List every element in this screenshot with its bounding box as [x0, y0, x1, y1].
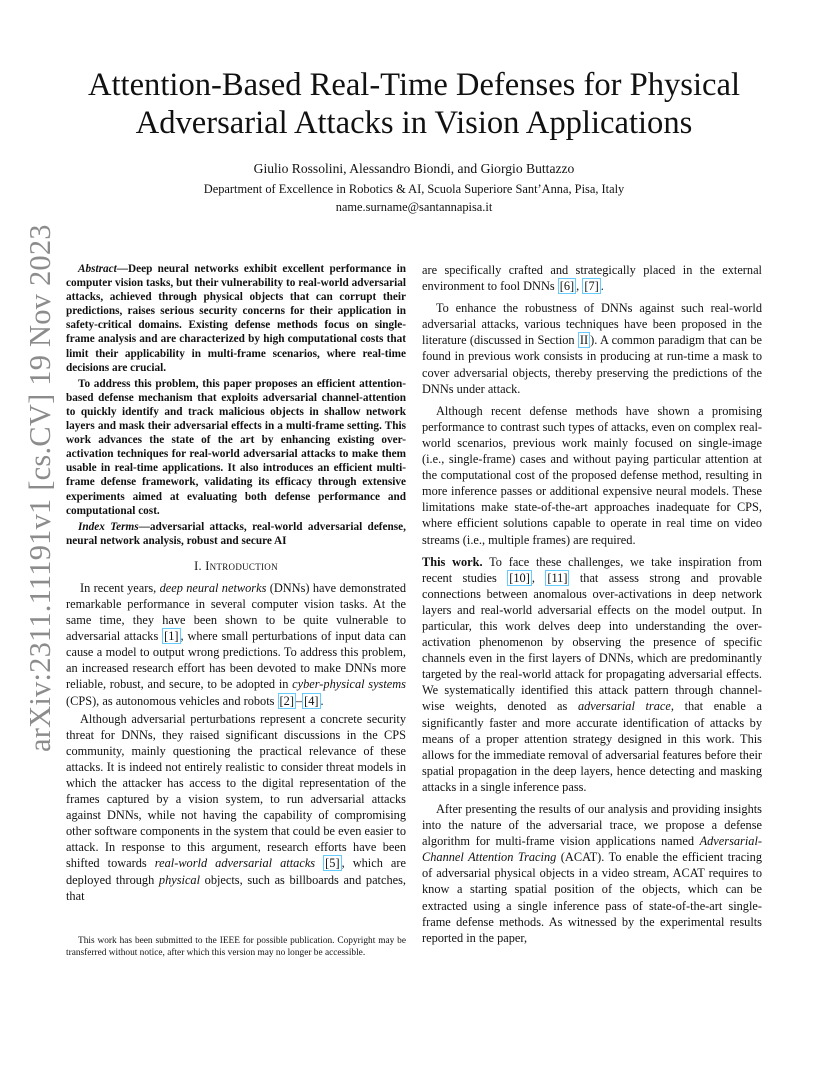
- text-run: (DNNs) have demonstrated remarkable performance in several computer vision tasks. At the same time, they have been shown to be quite vulnerable to adversarial attacks: [66, 580, 406, 644]
- emphasis-real-world-attacks: real-world adversarial attacks: [154, 856, 316, 871]
- text-run: are specifically crafted and strategically placed in the external environment to fool DNNs: [422, 263, 762, 294]
- paper-title: [60, 66, 768, 142]
- section-heading-introduction: I. Introduction: [194, 558, 278, 573]
- text-run: (CPS), as autonomous vehicles and robots: [66, 693, 278, 708]
- intro-paragraph-1: [66, 580, 406, 709]
- acat-paragraph: [422, 801, 762, 946]
- text-run: , that enable a significantly faster and more accurate identification of attacks by means of a proper attention strategy designed in this work. This allows for the immediate removal of adversarial features before their spatial propagation in the deep layers, hence detecting and masking attacks in a single inference pass.: [422, 699, 763, 794]
- author-list: Giulio Rossolini, Alessandro Biondi, and Giorgio Buttazzo: [253, 161, 575, 176]
- continued-paragraph: are specifically crafted and strategically placed in the external environment to fool DNNs [6] , [7] .: [422, 263, 762, 294]
- this-work-paragraph: This work. To face these challenges, we take inspiration from recent studies [10] , [11] that assess strong and provable connections between anomalous over-activations in deep network layers and real-world adversarial effects on the model output. In particular, this work delves deep into understanding the over-activation phenomenon by observing the presence of specific channels even in the first layers of DNNs, which are predominantly targeted by the real-world attack for propagating adversarial effects. We systematically identified this attack pattern through channel-wise weights, denoted as adversarial trace, that enable a significantly faster and more accurate identification of attacks by means of a proper attention strategy designed in this work. This allows for the immediate removal of adversarial features before their spatial propagation in the deep layers, hence detecting and masking attacks in a single inference pass.: [422, 554, 763, 794]
- intro-paragraph-2: [66, 711, 406, 904]
- index-terms: [66, 520, 406, 548]
- right-column: [422, 262, 762, 948]
- citation-link-7[interactable]: [7]: [584, 279, 599, 294]
- title-line-1: Attention-Based Real-Time Defenses for Physical: [87, 67, 741, 103]
- text-run: objects, such as billboards and patches, that: [66, 872, 406, 903]
- author-email: name.surname@santannapisa.it: [335, 200, 493, 214]
- left-column: [66, 262, 406, 906]
- citation-dash: –: [295, 693, 303, 708]
- affiliation: Department of Excellence in Robotics & AI, Scuola Superiore Sant’Anna, Pisa, Italy: [203, 182, 625, 196]
- citation-link-11[interactable]: [11]: [547, 570, 568, 585]
- arxiv-identifier-stamp: arXiv:2311.11191v1 [cs.CV] 19 Nov 2023: [23, 224, 57, 752]
- citation-link-6[interactable]: [6]: [559, 279, 575, 294]
- robustness-paragraph: [422, 300, 762, 397]
- emphasis-acat: Adversarial-Channel Attention Tracing: [422, 834, 762, 865]
- emphasis-physical: physical: [158, 872, 201, 887]
- citation-link-5[interactable]: [5]: [325, 856, 340, 871]
- text-run: , which are deployed through: [66, 856, 406, 887]
- section-link-ii[interactable]: II: [579, 333, 589, 348]
- index-terms-text: —adversarial attacks, real-world adversarial defense, neural network analysis, robust and secure AI: [66, 520, 406, 547]
- citation-link-4[interactable]: [4]: [304, 693, 319, 708]
- text-run: ). A common paradigm that can be found in previous work consists in producing at run-time a mask to cover adversarial objects, thereby preserving the predictions of the DNNs under attack.: [422, 333, 762, 396]
- abstract-paragraph-2: To address this problem, this paper proposes an efficient attention-based defense mechanism that exploits adversarial channel-attention to quickly identify and track malicious objects in shallow network layers and mask their adversarial effects in a multi-frame setting. This work advances the state of the art by enhancing existing over-activation techniques for real-world adversarial attacks to make them usable in real-time applications. It also introduces an efficient multi-frame defense framework, validating its efficacy through extensive experiments aimed at evaluating both defense performance and computational cost.: [66, 377, 406, 517]
- text-run: , where small perturbations of input data can cause a model to output wrong predictions. To address this problem, an increased research effort has been devoted to make DNNs more reliable, robust, and secure, to be adopted in: [66, 629, 407, 692]
- citation-link-1[interactable]: [1]: [164, 629, 179, 644]
- text-run: To face these challenges, we take inspiration from recent studies: [422, 554, 762, 585]
- title-line-2: Adversarial Attacks in Vision Applications: [135, 105, 693, 141]
- text-run: To enhance the robustness of DNNs against such real-world adversarial attacks, various techniques have been proposed in the literature (discussed in Section: [422, 301, 762, 348]
- abstract-paragraph-1: [66, 262, 406, 375]
- citation-link-10[interactable]: [10]: [509, 570, 530, 585]
- citation-link-2[interactable]: [2]: [279, 693, 294, 708]
- text-run: .: [320, 693, 324, 708]
- abstract-text-1: —Deep neural networks exhibit excellent performance in computer vision tasks, but their vulnerability to real-world adversarial attacks, achieved through physical objects that can corrupt their predictions, raises serious security concerns for their application in safety-critical domains. Existing defense methods focus on single-frame analysis and are characterized by high computational costs that limit their applicability in multi-frame scenarios, where real-time decisions are crucial.: [66, 263, 406, 374]
- text-run: After presenting the results of our analysis and providing insights into the nature of the adversarial trace, we propose a defense algorithm for multi-frame vision applications named: [422, 802, 762, 849]
- text-run: Although adversarial perturbations represent a concrete security threat for DNNs, they raised significant discussions in the CPS community, mainly questioning the practical relevance of these attacks. It is indeed not entirely realistic to consider threat models in which the attacker has access to the digital representation of the frames captured by a vision system, to run adversarial attacks against DNNs, while not having the capability of compromising other software components in the system that could be even easier to attack. In response to this argument, research efforts have been shifted towards: [66, 711, 406, 871]
- limitations-paragraph: Although recent defense methods have shown a promising performance to contrast such types of attacks, even on complex real-world scenarios, previous work mainly focused on single-image (i.e., single-frame) cases and without paying particular attention at the computational cost of the proposed defense method, resulting in more inference passes or additional expensive neural models. These limitations make state-of-the-art approaches inadequate for CPS, where efficient solutions capable to operate in real time on video streams (i.e., multiple frames) are required.: [422, 403, 762, 547]
- text-run: that assess strong and provable connections between anomalous over-activations in deep network layers and real-world adversarial effects on the model output. In particular, this work delves deep into understanding the over-activation phenomenon by observing the presence of specific channels even in the first layers of DNNs, which are predominantly targeted by the real-world attack for propagating adversarial effects. We systematically identified this attack pattern through channel-wise weights, denoted as: [422, 570, 763, 714]
- emphasis-dnn: deep neural networks: [159, 580, 267, 595]
- this-work-label: This work.: [422, 554, 483, 569]
- emphasis-adversarial-trace: adversarial trace: [577, 699, 671, 714]
- index-terms-label: Index Terms: [78, 520, 139, 533]
- text-run: (ACAT). To enable the efficient tracing of adversarial physical objects in a video stream, ACAT requires to know a starting spatial position of the objects, which can be extracted using a single inference pass of state-of-the-art single-frame defense methods. As witnessed by the experimental results reported in the paper,: [422, 850, 762, 945]
- submission-footnote: This work has been submitted to the IEEE for possible publication. Copyright may be transferred without notice, after which this version may no longer be accessible.: [66, 936, 406, 958]
- abstract-label: Abstract: [78, 263, 117, 275]
- text-run: In recent years,: [80, 580, 160, 595]
- emphasis-cps: cyber-physical systems: [292, 677, 406, 692]
